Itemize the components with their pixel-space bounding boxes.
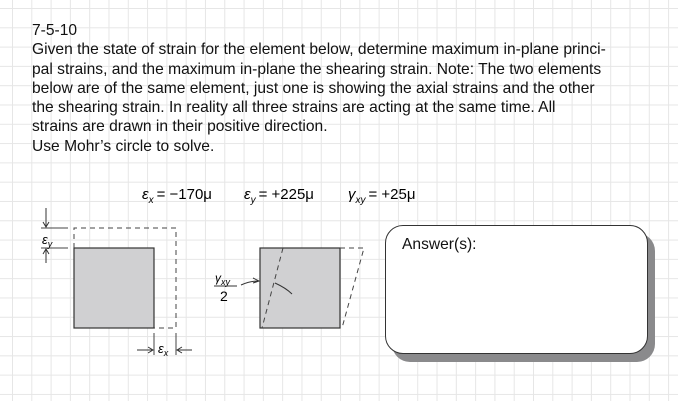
ex-label: $\varepsilon_x$ bbox=[158, 341, 169, 358]
problem-line: pal strains, and the maximum in-plane the shearing strain. Note: The two elements bbox=[32, 60, 602, 78]
shear-strain-element bbox=[214, 248, 364, 328]
shear-label-denominator: 2 bbox=[220, 288, 228, 304]
svg-text:γxy= +25μ: $\gamma_{xy} = +25\mu$ bbox=[348, 186, 416, 206]
axial-strain-element bbox=[41, 208, 192, 358]
answer-label: Answer(s): bbox=[402, 236, 477, 253]
problem-line: Use Mohr’s circle to solve. bbox=[32, 137, 215, 155]
svg-text:εy= +225μ: $\varepsilon_y = +225\mu$ bbox=[244, 186, 314, 206]
shear-label-numerator: $\gamma_{xy}$ bbox=[215, 271, 230, 287]
answer-box[interactable] bbox=[385, 225, 648, 354]
problem-line: Given the state of strain for the element below, determine maximum in-plane princi- bbox=[32, 41, 606, 59]
given-values bbox=[142, 186, 416, 206]
problem-line: the shearing strain. In reality all three strains are acting at the same time. All bbox=[32, 99, 556, 117]
problem-line: below are of the same element, just one is showing the axial strains and the other bbox=[32, 79, 595, 97]
svg-text:εx= −170μ: $\varepsilon_x = -170\mu$ bbox=[142, 186, 212, 206]
problem-line: strains are drawn in their positive direction. bbox=[32, 118, 328, 136]
ey-label: $\varepsilon_y$ bbox=[42, 232, 53, 249]
problem-number: 7-5-10 bbox=[32, 22, 78, 39]
